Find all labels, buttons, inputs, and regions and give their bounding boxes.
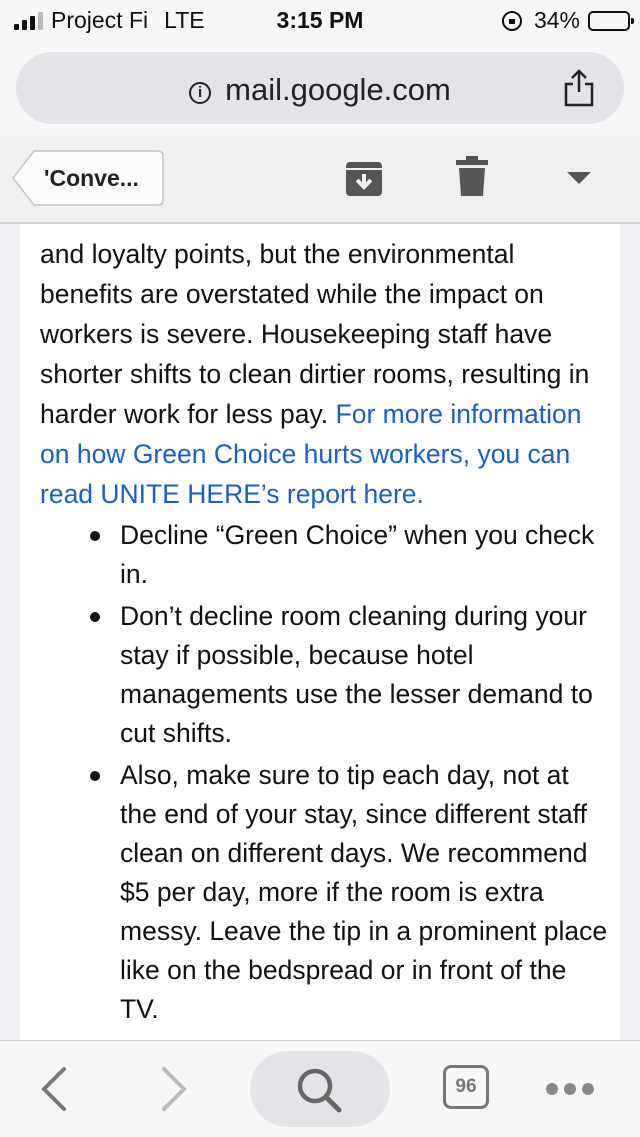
email-body-text (40, 224, 612, 1032)
back-button-label: 'Conve... (44, 165, 139, 191)
list-item: Also, make sure to tip each day, not at the end of your stay, since different staff clean on different days. We recommend $5 per day, more if the room is extra messy. Leave the tip in a prominent place like on the bedspread or in front of the TV. (120, 756, 612, 1029)
tabs-button[interactable]: 96 (443, 1065, 489, 1109)
rotation-lock-icon (502, 11, 522, 31)
url-text: mail.google.com (225, 72, 451, 107)
search-button[interactable] (250, 1051, 390, 1127)
search-icon (294, 1065, 344, 1115)
status-time: 3:15 PM (276, 7, 364, 33)
email-body (20, 224, 620, 1040)
battery-percent: 34% (533, 7, 580, 33)
status-right (502, 7, 630, 34)
back-arrow-icon[interactable] (38, 1065, 70, 1113)
report-link[interactable]: For more information on how Green Choice hurts workers, you can read UNITE HERE’s report here. (40, 399, 582, 509)
archive-icon[interactable] (344, 158, 384, 198)
share-icon[interactable] (562, 68, 596, 108)
carrier-name: Project Fi (51, 7, 149, 33)
chevron-down-icon[interactable] (566, 170, 592, 186)
address-bar[interactable] (16, 52, 624, 124)
info-icon[interactable]: i (189, 82, 211, 104)
url-display[interactable] (16, 72, 624, 108)
tips-list (40, 516, 612, 1029)
list-item: Don’t decline room cleaning during your stay if possible, because hotel managements use the lesser demand to cut shifts. (120, 597, 612, 753)
gmail-toolbar (0, 136, 640, 224)
back-to-conversations-button[interactable] (12, 150, 164, 206)
more-options-icon[interactable] (546, 1083, 594, 1095)
network-type: LTE (164, 7, 205, 33)
forward-arrow-icon[interactable] (158, 1065, 190, 1113)
paragraph-text: and loyalty points, but the environmental benefits are overstated while the impact on workers is severe. Housekeeping staff have shorter shifts to clean dirtier rooms, resulting in harder work for less pay. (40, 239, 590, 429)
trash-icon[interactable] (452, 156, 492, 198)
status-bar (0, 0, 640, 42)
browser-address-area (0, 42, 640, 136)
browser-bottom-toolbar (0, 1040, 640, 1137)
battery-icon (588, 11, 630, 31)
email-paragraph (40, 234, 612, 514)
list-item: Decline “Green Choice” when you check in. (120, 516, 612, 594)
